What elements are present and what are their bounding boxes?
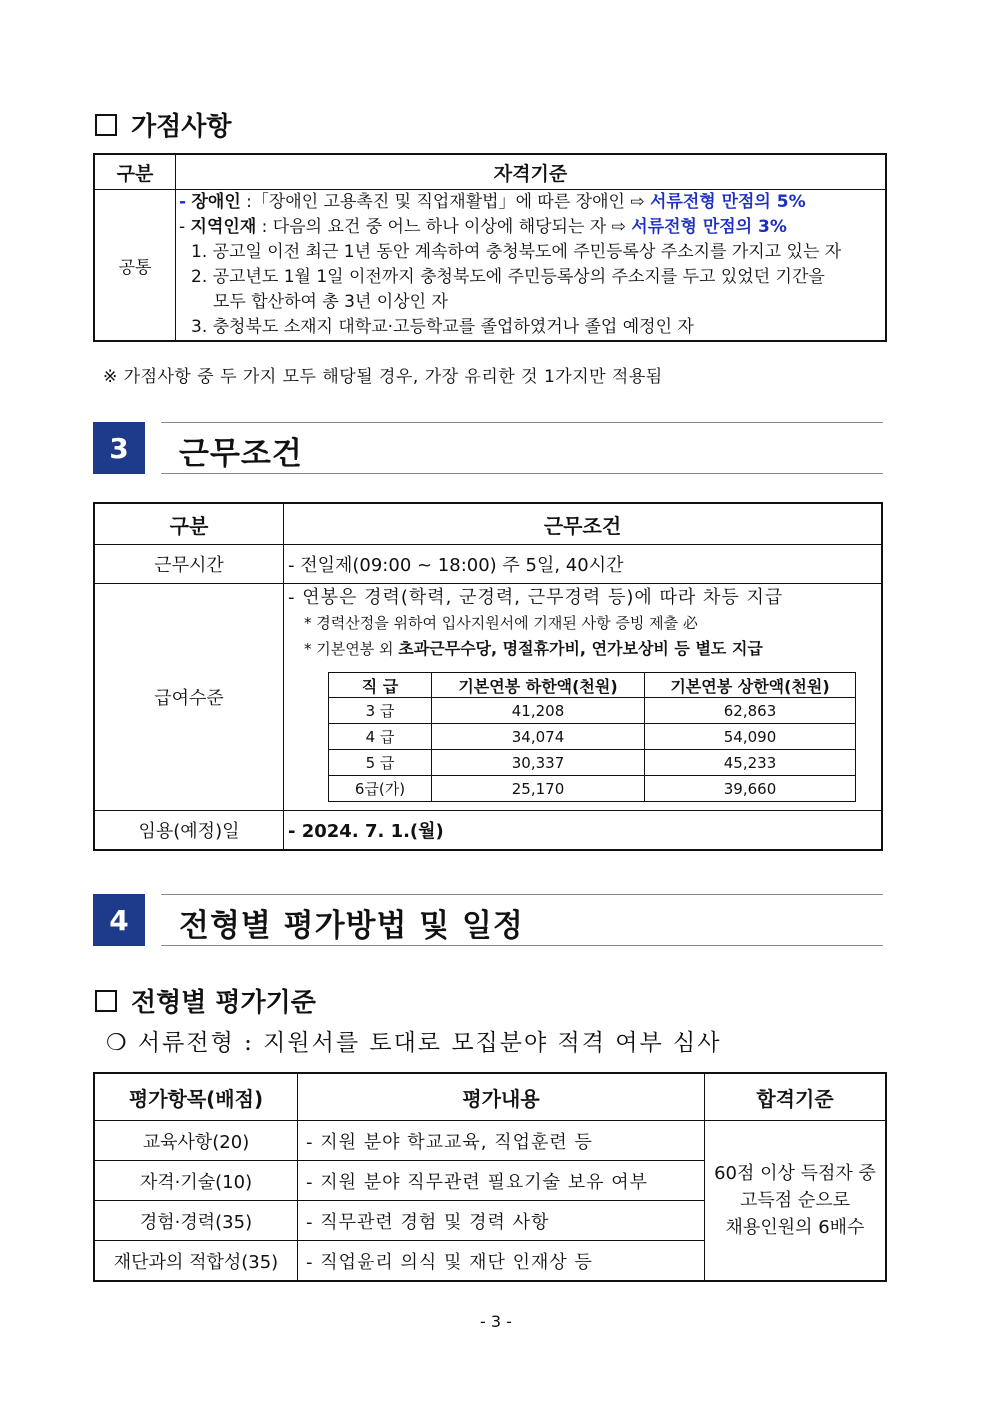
- bonus-category: 공통: [94, 190, 176, 342]
- work-col-category: 구분: [94, 503, 284, 545]
- evaluation-table: [93, 1072, 887, 1282]
- salary-row: 3 급 41,208 62,863: [329, 698, 856, 724]
- eval-row: 자격·기술(10) - 지원 분야 직무관련 필요기술 보유 여부: [94, 1161, 886, 1201]
- bonus-heading: [95, 106, 231, 143]
- pay-line-2: * 경력산정을 위하여 입사지원서에 기재된 사항 증빙 제출 必: [304, 614, 698, 632]
- section4-number: 4: [93, 894, 145, 946]
- bonus-item-1: 1. 공고일 이전 최근 1년 동안 계속하여 충청북도에 주민등록상 주소지를 가지고 있는 자: [191, 242, 842, 262]
- salary-col-min: 기본연봉 하한액(천원): [432, 673, 645, 698]
- bonus-regional-key: 지역인재: [190, 217, 257, 237]
- work-col-condition: 근무조건: [284, 503, 883, 545]
- bonus-item-2-cont: 모두 합산하여 총 3년 이상인 자: [213, 292, 448, 312]
- square-bullet-icon: [95, 114, 117, 136]
- eval-row: 교육사항(20) - 지원 분야 학교교육, 직업훈련 등 60점 이상 득점자 중 고득점 순으로 채용인원의 6배수: [94, 1121, 886, 1161]
- section3-number: 3: [93, 422, 145, 474]
- bonus-disabled-key: 장애인: [191, 192, 241, 212]
- document-screening-line: ❍ 서류전형 : 지원서를 토대로 모집분야 적격 여부 심사: [106, 1030, 722, 1056]
- eval-row: 경험·경력(35) - 직무관련 경험 및 경력 사항: [94, 1201, 886, 1241]
- bonus-note: ※ 가점사항 중 두 가지 모두 해당될 경우, 가장 유리한 것 1가지만 적용됨: [103, 367, 663, 387]
- appoint-label: 임용(예정)일: [94, 811, 284, 851]
- bonus-table: [93, 153, 887, 342]
- bonus-item-2: 2. 공고년도 1월 1일 이전까지 충청북도에 주민등록상의 주소지를 두고 있었던 기간을: [191, 267, 825, 287]
- salary-row: 4 급 34,074 54,090: [329, 724, 856, 750]
- salary-row: 5 급 30,337 45,233: [329, 750, 856, 776]
- bonus-col-criteria: 자격기준: [176, 154, 887, 190]
- square-bullet-icon: [95, 990, 117, 1012]
- divider: [161, 945, 883, 946]
- eval-col-item: 평가항목(배점): [94, 1073, 298, 1121]
- section3-title: 근무조건: [179, 436, 303, 472]
- appoint-value: - 2024. 7. 1.(월): [284, 811, 883, 851]
- bonus-item-3: 3. 충청북도 소재지 대학교·고등학교를 졸업하였거나 졸업 예정인 자: [191, 317, 694, 337]
- section4-title: 전형별 평가방법 및 일정: [179, 908, 524, 944]
- pay-value: [284, 584, 883, 811]
- bonus-heading-text: 가점사항: [131, 112, 232, 142]
- salary-col-grade: 직 급: [329, 673, 432, 698]
- salary-table: [328, 672, 856, 802]
- pass-criteria: 60점 이상 득점자 중 고득점 순으로 채용인원의 6배수: [705, 1121, 887, 1282]
- eval-col-content: 평가내용: [298, 1073, 705, 1121]
- eval-criteria-heading: [95, 982, 316, 1019]
- salary-row: 6급(가) 25,170 39,660: [329, 776, 856, 802]
- divider: [161, 894, 883, 895]
- bonus-criteria: [176, 190, 887, 342]
- divider: [161, 422, 883, 423]
- hours-label: 근무시간: [94, 545, 284, 584]
- page-number: - 3 -: [480, 1312, 512, 1331]
- bonus-regional-line: - 지역인재 : 다음의 요건 중 어느 하나 이상에 해당되는 자 ⇨ 서류전형 만점의 3%: [179, 217, 787, 237]
- hours-value: - 전일제(09:00 ~ 18:00) 주 5일, 40시간: [284, 545, 883, 584]
- salary-col-max: 기본연봉 상한액(천원): [645, 673, 856, 698]
- eval-col-pass: 합격기준: [705, 1073, 887, 1121]
- work-conditions-table: [93, 502, 883, 851]
- section3-header: [93, 422, 883, 474]
- eval-criteria-heading-text: 전형별 평가기준: [131, 988, 316, 1018]
- divider: [161, 473, 883, 474]
- bonus-col-category: 구분: [94, 154, 176, 190]
- pay-label: 급여수준: [94, 584, 284, 811]
- eval-row: 재단과의 적합성(35) - 직업윤리 의식 및 재단 인재상 등: [94, 1241, 886, 1282]
- bonus-disabled-result: 서류전형 만점의 5%: [649, 192, 806, 212]
- bonus-disabled-line: - 장애인 :「장애인 고용촉진 및 직업재활법」에 따른 장애인 ⇨ 서류전형 만점의 5%: [179, 192, 806, 212]
- pay-line-1: - 연봉은 경력(학력, 군경력, 근무경력 등)에 따라 차등 지급: [288, 587, 784, 608]
- pay-line-3: * 기본연봉 외 초과근무수당, 명절휴가비, 연가보상비 등 별도 지급: [304, 639, 763, 658]
- section4-header: [93, 894, 883, 946]
- bonus-regional-result: 서류전형 만점의 3%: [631, 217, 787, 237]
